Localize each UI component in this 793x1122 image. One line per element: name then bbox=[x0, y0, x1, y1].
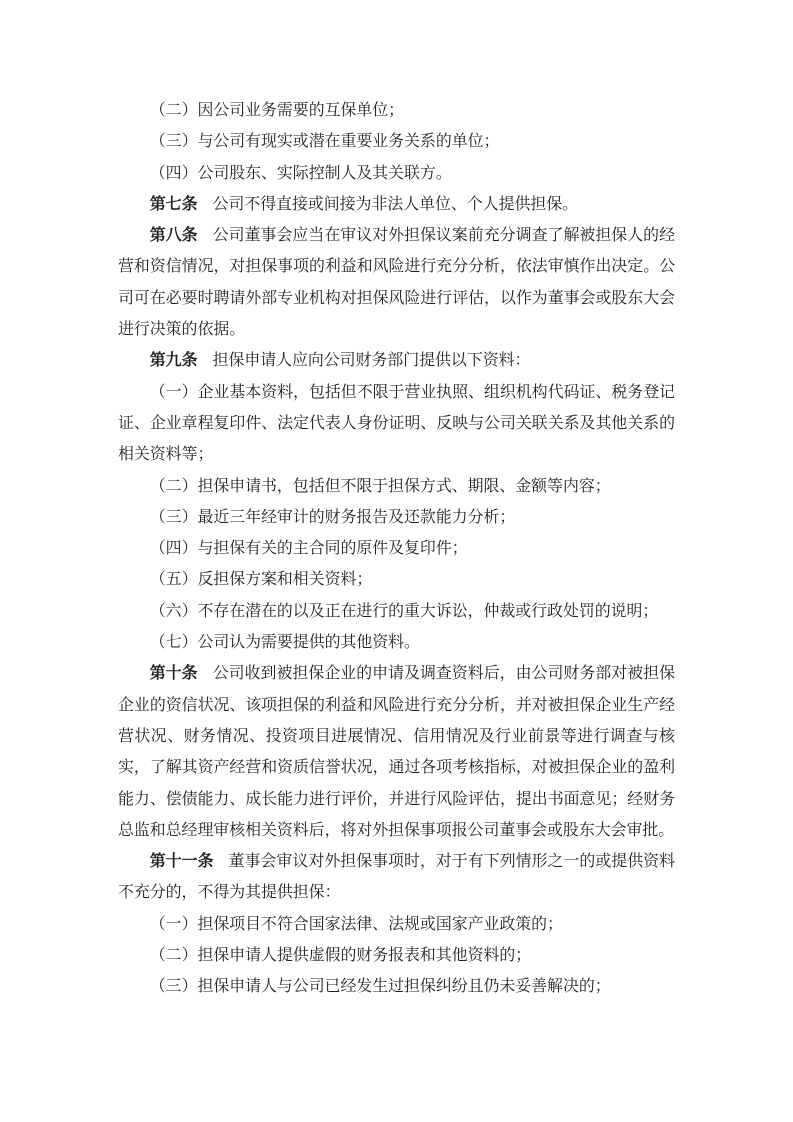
article-paragraph bbox=[118, 345, 675, 376]
article-number: 第九条 bbox=[149, 352, 198, 370]
paragraph-text: （四）公司股东、实际控制人及其关联方。 bbox=[149, 164, 452, 182]
paragraph-text: （三）担保申请人与公司已经发生过担保纠纷且仍未妥善解决的； bbox=[149, 978, 611, 996]
article-paragraph bbox=[118, 220, 675, 345]
paragraph bbox=[118, 377, 675, 471]
paragraph bbox=[118, 126, 675, 157]
article-paragraph bbox=[118, 658, 675, 846]
paragraph bbox=[118, 502, 675, 533]
paragraph bbox=[118, 596, 675, 627]
paragraph-text: （一）企业基本资料，包括但不限于营业执照、组织机构代码证、税务登记证、企业章程复印件、法定代表人身份证明、反映与公司关联关系及其他关系的相关资料等； bbox=[118, 383, 675, 464]
paragraph-text: 董事会审议对外担保事项时，对于有下列情形之一的或提供资料不充分的，不得为其提供担保： bbox=[118, 853, 676, 902]
paragraph bbox=[118, 95, 675, 126]
paragraph-text: 公司不得直接或间接为非法人单位、个人提供担保。 bbox=[212, 195, 579, 213]
paragraph-text: （二）因公司业务需要的互保单位； bbox=[149, 102, 405, 119]
article-paragraph bbox=[118, 189, 675, 220]
paragraph-text: （二）担保申请人提供虚假的财务报表和其他资料的； bbox=[149, 947, 532, 965]
document-body bbox=[118, 95, 675, 1003]
paragraph-text: 担保申请人应向公司财务部门提供以下资料： bbox=[212, 352, 531, 370]
paragraph bbox=[118, 158, 675, 189]
paragraph-text: （二）担保申请书，包括但不限于担保方式、期限、金额等内容； bbox=[149, 477, 611, 495]
paragraph bbox=[118, 940, 675, 971]
paragraph bbox=[118, 471, 675, 502]
paragraph bbox=[118, 627, 675, 658]
paragraph-text: （三）与公司有现实或潜在重要业务关系的单位； bbox=[149, 133, 500, 151]
paragraph-text: （五）反担保方案和相关资料； bbox=[149, 571, 373, 589]
paragraph-text: 公司收到被担保企业的申请及调查资料后，由公司财务部对被担保企业的资信状况、该项担保的利益和风险进行充分分析，并对被担保企业生产经营状况、财务情况、投资项目进展情况、信用情况及行业前景等进行调查与核实，了解其资产经营和资质信誉状况，通过各项考核指标，对被担保企业的盈利能力、偿债能力、成长能力进行评价，并进行风险评估，提出书面意见；经财务总监和总经理审核相关资料后，将对外担保事项报公司董事会或股东大会审批。 bbox=[118, 665, 675, 839]
paragraph-text: （一）担保项目不符合国家法律、法规或国家产业政策的； bbox=[149, 915, 563, 933]
article-paragraph bbox=[118, 846, 675, 909]
article-number: 第十条 bbox=[149, 665, 198, 683]
paragraph bbox=[118, 533, 675, 564]
article-number: 第十一条 bbox=[149, 853, 214, 871]
paragraph bbox=[118, 909, 675, 940]
paragraph-text: 公司董事会应当在审议对外担保议案前充分调查了解被担保人的经营和资信情况，对担保事项的利益和风险进行充分分析，依法审慎作出决定。公司可在必要时聘请外部专业机构对担保风险进行评估，以作为董事会或股东大会进行决策的依据。 bbox=[118, 227, 675, 339]
paragraph bbox=[118, 564, 675, 595]
paragraph-text: （三）最近三年经审计的财务报告及还款能力分析； bbox=[149, 508, 516, 526]
paragraph-text: （四）与担保有关的主合同的原件及复印件； bbox=[149, 540, 468, 558]
paragraph-text: （六）不存在潜在的以及正在进行的重大诉讼，仲裁或行政处罚的说明； bbox=[149, 602, 659, 620]
paragraph bbox=[118, 971, 675, 1002]
article-number: 第八条 bbox=[149, 227, 198, 245]
article-number: 第七条 bbox=[149, 195, 198, 213]
paragraph-text: （七）公司认为需要提供的其他资料。 bbox=[149, 634, 420, 652]
